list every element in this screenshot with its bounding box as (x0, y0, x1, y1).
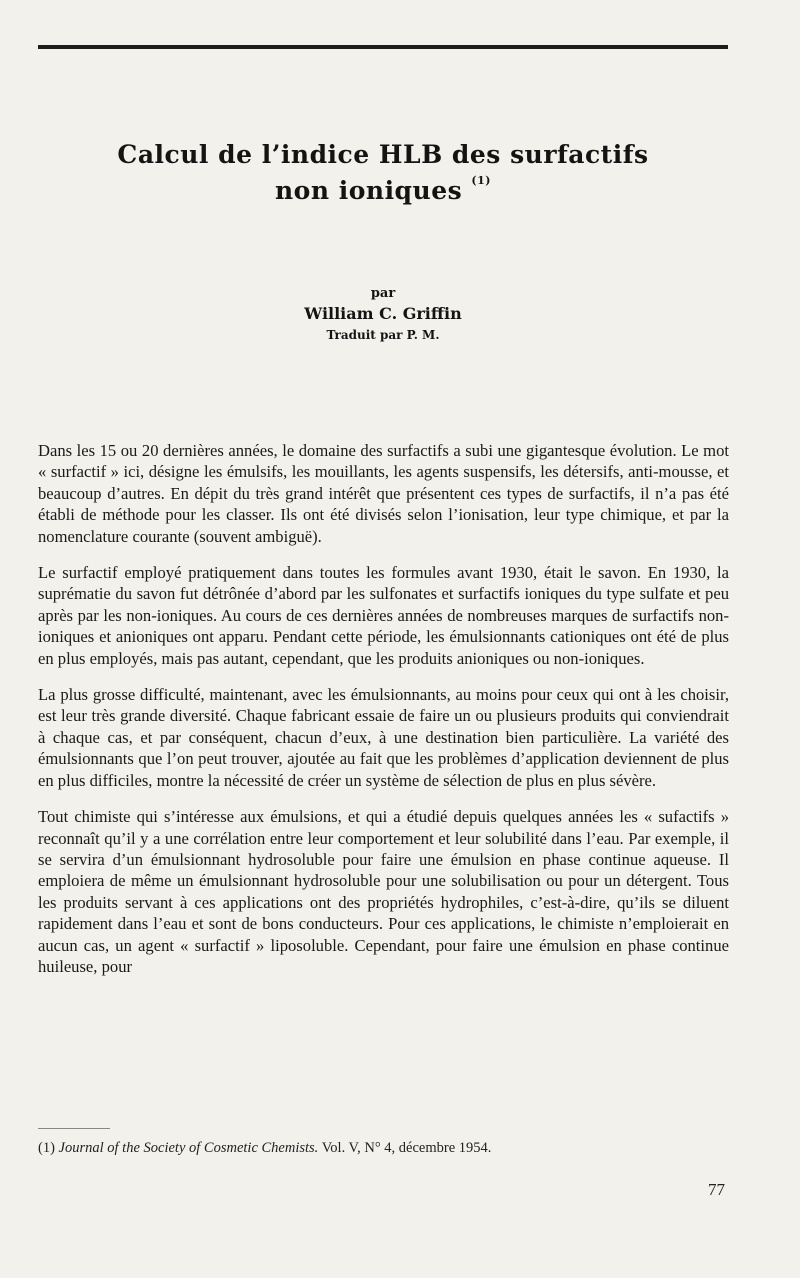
footnote (38, 1140, 491, 1157)
title-footnote-marker: (1) (471, 174, 491, 187)
article-title-line2 (38, 176, 728, 205)
paragraph: Le surfactif employé pratiquement dans toutes les formules avant 1930, était le savon. En 1930, la suprématie du savon fut détrônée d’abord par les sulfonates et surfactifs ioniques du type sulfate et peu après par les non-ioniques. Au cours de ces dernières années de nombreuses marques de surfactifs non-ioniques et anioniques ont apparu. Pendant cette période, les émulsionnants cationiques ont été de plus en plus employés, mais pas autant, cependant, que les produits anioniques ou non-ioniques. (38, 563, 729, 668)
footnote-details: Vol. V, N° 4, décembre 1954. (321, 1140, 492, 1156)
footnote-marker: (1) (38, 1140, 55, 1156)
paragraph: La plus grosse difficulté, maintenant, avec les émulsionnants, au moins pour ceux qui ont à les choisir, est leur très grande diversité. Chaque fabricant essaie de faire un ou plusieurs produits qui conviendrait à chaque cas, et par conséquent, chacun d’eux, à une destination bien particulière. La variété des émulsionnants que l’on peut trouver, ajoutée au fait que les problèmes d’application deviennent de plus en plus difficiles, montre la nécessité de créer un système de sélection de plus en plus sévère. (38, 685, 729, 790)
page-number: 77 (708, 1180, 725, 1199)
paragraph: Tout chimiste qui s’intéresse aux émulsions, et qui a étudié depuis quelques années les « sufactifs » reconnaît qu’il y a une corrélation entre leur comportement et leur solubilité dans l’eau. Par exemple, il se servira d’un émulsionnant hydrosoluble pour faire une émulsion en phase continue aqueuse. Il emploiera de même un émulsionnant hydrosoluble pour une solubilisation ou pour un détergent. Tous les produits servant à ces applications ont des propriétés hydrophiles, c’est-à-dire, qu’ils se diluent rapidement dans l’eau et sont de bons conducteurs. Pour ces applications, le chimiste n’emploierait en aucun cas, un agent « surfactif » liposoluble. Cependant, pour faire une émulsion en phase continue huileuse, pour (38, 807, 729, 976)
article-title-text: non ioniques (274, 176, 463, 205)
article-body (38, 440, 729, 992)
header-rule (38, 45, 728, 49)
by-label: par (370, 286, 396, 301)
translator-credit: Traduit par P. M. (326, 328, 440, 342)
footnote-rule (38, 1128, 110, 1129)
article-title-line1: Calcul de l’indice HLB des surfactifs (117, 140, 649, 169)
paragraph: Dans les 15 ou 20 dernières années, le domaine des surfactifs a subi une gigantesque évolution. Le mot « surfactif » ici, désigne les émulsifs, les mouillants, les agents suspensifs, les détersifs, anti-mousse, et beaucoup d’autres. En dépit du très grand intérêt que présentent ces types de surfactifs, il n’a pas été établi de méthode pour les classer. Ils ont été divisés selon l’ionisation, leur type chimique, et par la nomenclature courante (souvent ambiguë). (38, 441, 729, 546)
author-name: William C. Griffin (304, 304, 462, 323)
footnote-journal: Journal of the Society of Cosmetic Chemists. (58, 1140, 319, 1156)
